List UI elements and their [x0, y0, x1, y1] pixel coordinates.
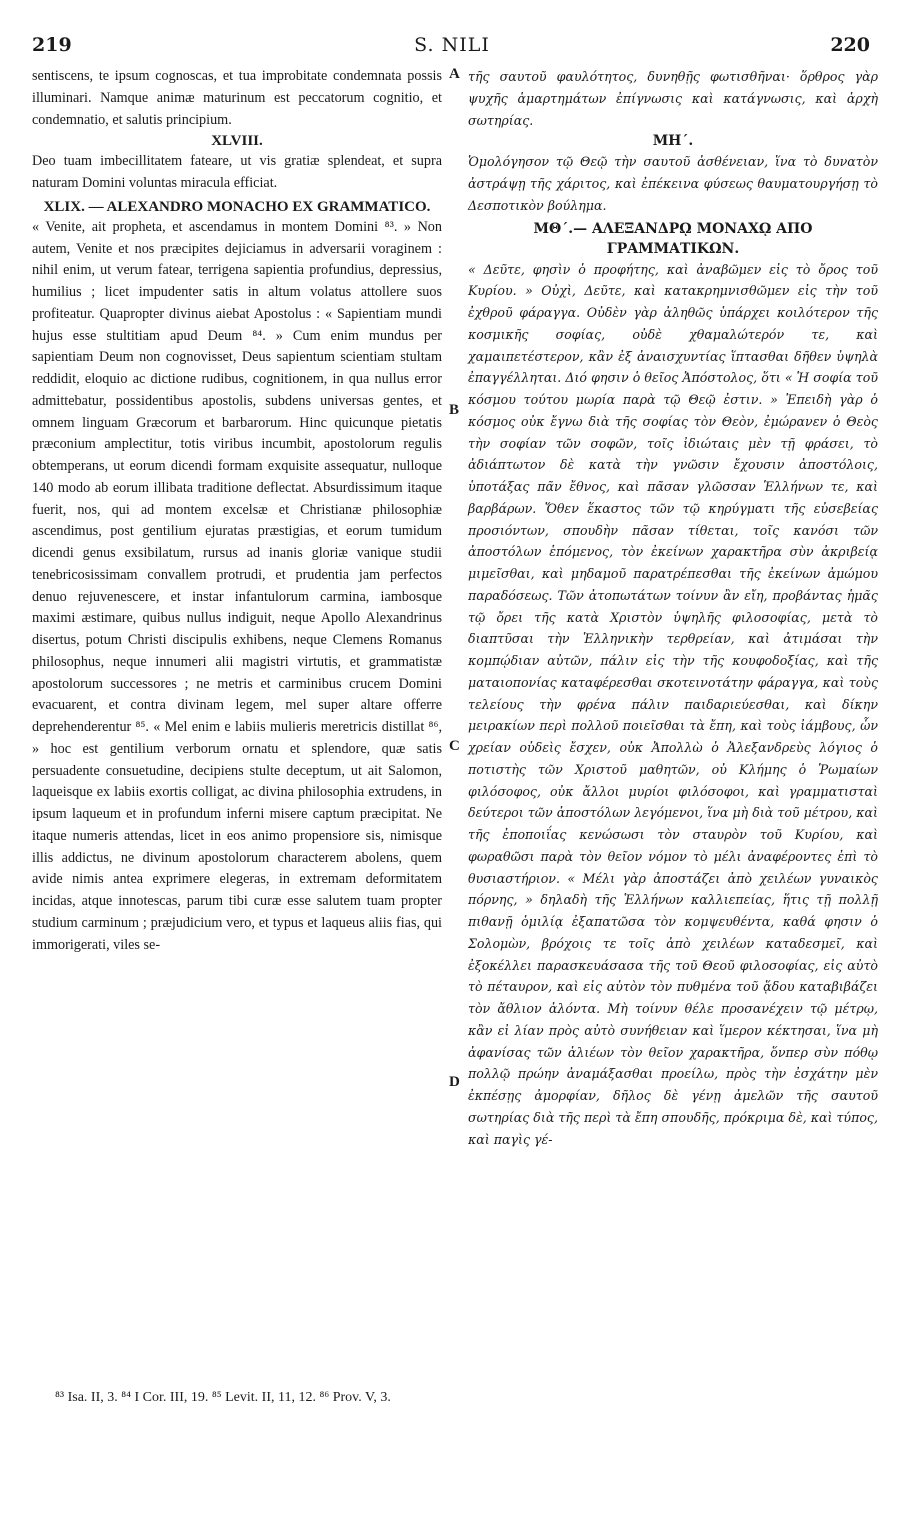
greek-column	[468, 66, 878, 1150]
greek-letter-48-heading: ΜΗ΄.	[652, 133, 694, 150]
latin-intro-text: sentiscens, te ipsum cognoscas, et tua improbitate condemnata possis illuminari. Namque animæ maturinum est peccatorum cognitio, et condemnatio, et salutis principium.	[32, 68, 442, 128]
latin-column	[32, 66, 442, 956]
running-title: S. NILI	[414, 34, 490, 56]
greek-letter-49-text: « Δεῦτε, φησὶν ὁ προφήτης, καὶ ἀναβῶμεν εἰς τὸ ὄρος τοῦ Κυρίου. » Οὐχὶ, Δεῦτε, καὶ κατακρημνισθῶμεν εἰς τὴν τοῦ ἐχθροῦ φάραγγα. Οὐδὲν γὰρ ἀληθῶς ὑπάρχει κοιλότερον τῆς κοσμικῆς σοφίας, οὐδὲ χθαμαλώτερόν τε, καὶ χαμαιπετέστερον, κἂν ἐξ ἀναισχυντίας ἵπτασθαι δῆθεν ὑψηλὰ ἐπαγγέλληται. Διό φησιν ὁ θεῖος Ἀπόστολος, ὅτι « Ἡ σοφία τοῦ κόσμου τούτου μωρία παρὰ τῷ Θεῷ ἐστιν. » Ἐπειδὴ γὰρ ὁ κόσμος οὐκ ἔγνω διὰ τῆς σοφίας τὸν Θεὸν, ἐμώρανεν ὁ Θεὸς τὴν σοφίαν τῶν σοφῶν, τοῖς ἰδιώταις μὲν τῇ φράσει, τὸ ἀδιάπτωτον δὲ κατὰ τὴν γνῶσιν ἔχουσιν ἀποστόλοις, ὑποτάξας πᾶν ἔθνος, καὶ πᾶσαν γλῶσσαν Ἑλλήνων τε, καὶ βαρβάρων. Ὅθεν ἕκαστος τῶν τῷ κηρύγματι τῆς εὐσεβείας προσιόντων, σπουδὴν πᾶσαν τίθεται, τοῖς κανόσι τῶν ἀποστόλων ἑπόμενος, τὸν ἐκείνων χαρακτῆρα σὺν ἀκριβείᾳ μιμεῖσθαι, καὶ μηδαμοῦ παρατρέπεσθαι τῆς ἐκείνων ἀμώμου παραδόσεως. Τῶν ἀτοπωτάτων τοίνυν ἂν εἴη, προβάντας ἡμᾶς τῷ ὄρει τῆς κατὰ Χριστὸν ὑψηλῆς φιλοσοφίας, μετὰ τὸ διαπτῦσαι τὴν Ἑλληνικὴν τερθρείαν, καὶ ἀτιμάσαι τὴν κομπῴδιαν αὐτῶν, πάλιν εἰς τὴν τῆς κουφοδοξίας, καὶ τῆς ματαιοπονίας καταφέρεσθαι σκοτεινοτάτην φάραγγα, καὶ τοὺς τελείους τὴν φρένα πάλιν παιδαριεύεσθαι, καὶ δίκην μειρακίων περὶ πολλοῦ ποιεῖσθαι τὰ ἔπη, καὶ τοὺς ἰάμβους, ὧν χρείαν οὐδεὶς ἔσχεν, οὐκ Ἀπολλὼ ὁ Ἀλεξανδρεὺς λόγιος ὁ ποτιστὴς τῶν Χριστοῦ μαθητῶν, οὐ Κλήμης ὁ Ῥωμαίων φιλόσοφος, οὐκ ἄλλοι μυρίοι φιλόσοφοι, καὶ γραμματισταὶ δεύτεροι τῶν ἀποστόλων λεγόμενοι, ἵνα μὴ διὰ τοῦ μέτρου, καὶ τῆς ἐποποιΐας κενώσωσι τὸν σταυρὸν τοῦ Κυρίου, καὶ φωραθῶσι παρὰ τὸν θεῖον νόμον τὸ μέλι ἀναφέροντες ἐπὶ τὸ θυσιαστήριον. « Μέλι γὰρ ἀποστάζει ἀπὸ χειλέων γυναικὸς πόρνης, » δηλαδὴ τῆς Ἑλλήνων καλλιεπείας, ἥτις τῇ πολλῇ πιθανῇ ὁμιλίᾳ ἐξαπατῶσα τὸν κομψευθέντα, καθά φησιν ὁ Σολομὼν, βρόχοις τε τοῖς ἀπὸ χειλέων καταδεσμεῖ, καὶ ἐξοκέλλει παρασκευάσασα τῆς τοῦ Θεοῦ φιλοσοφίας, εἰς αὐτὸ τὸ πέταυρον, καὶ εἰς αὐτὸν τὸν πυθμένα τοῦ ᾅδου καταβιβάζει τὸν ἄθλιον ἁλόντα. Μὴ τοίνυν θέλε προσανέχειν τῷ μέτρῳ, κἂν εἰ λίαν πρὸς αὐτὸ συνήθειαν καὶ ἵμερον κέκτησαι, ἵνα μὴ ἀφανίσας τῶν ἁλιέων τὸν θεῖον χαρακτῆρα, ὅνπερ σὺν πόθῳ πολλῷ πρώην ἀναμάξασθαι προείλω, πρὸς τὴν ἐσχάτην μὲν ἐκπέσῃς ἀμορφίαν, δῆλος δὲ γένῃ ἀμελῶν τῆς σαυτοῦ σωτηρίας διὰ τῆς περὶ τὰ ἔπη σπουδῆς, πρόκριμα δὲ, καὶ τύπος, καὶ παγὶς γέ-	[468, 261, 878, 1147]
latin-letter-48-heading: XLVIII.	[211, 133, 263, 150]
latin-letter-48	[32, 131, 442, 195]
section-marker-b: B	[449, 402, 460, 418]
section-marker-d: D	[449, 1074, 460, 1090]
page-number-right: 220	[830, 34, 870, 56]
latin-letter-49-heading: XLIX. — ALEXANDRO MONACHO EX GRAMMATICO.	[43, 198, 431, 215]
greek-letter-47-end	[468, 66, 878, 131]
latin-letter-47-end	[32, 66, 442, 131]
latin-letter-49	[32, 197, 442, 957]
footnotes: ⁸³ Isa. II, 3. ⁸⁴ I Cor. III, 19. ⁸⁵ Levit. II, 11, 12. ⁸⁶ Prov. V, 3.	[55, 1390, 391, 1405]
page-number-left: 219	[32, 34, 72, 56]
section-marker-a: A	[449, 66, 460, 82]
latin-letter-48-text: Deo tuam imbecillitatem fateare, ut vis gratiæ splendeat, et supra naturam Domini voluntas miracula efficiat.	[32, 153, 442, 191]
greek-letter-49	[468, 219, 878, 1151]
greek-letter-49-heading: ΜΘ΄.— ΑΛΕΞΑΝΔΡῼ ΜΟΝΑΧῼ ΑΠΟ ΓΡΑΜΜΑΤΙΚΩΝ.	[533, 220, 813, 257]
latin-letter-49-text: « Venite, ait propheta, et ascendamus in montem Domini ⁸³. » Non autem, Venite et nos præcipites dejiciamus in adversarii voraginem : nihil enim, ut verum fatear, terrigena sapientia profundius, depressius, humilius ; licet impudenter satis in altum volatus attollere suos profiteatur. Quapropter divinus aiebat Apostolus : « Sapientiam mundi hujus esse stultitiam apud Deum ⁸⁴. » Cum enim mundus per sapientiam Deum non cognovisset, Deus sapientum scientiam stultam reddidit, eloquio ac dictione rudibus, cognitionem, in qua nullus error admittebatur, possidentibus apostolis, subdens universas gentes, et omnem linguam Græcorum et barbarorum. Hinc quicunque pietatis præconium amplectitur, totis viribus incumbit, apostolorum regulis obtemperans, ut eorum dicendi formam exquisite assequatur, nulloque 140 modo ab eorum illibata traditione deflectat. Absurdissimum itaque fuerit, nos, qui ad montem excelsæ et Christianæ philosophiæ ascendimus, post gentilium ejuratas præstigias, et eorum tumidum dicendi genus exsibilatum, rursus ad inanis gloriæ vanique studii tenebricosissimam convallem protrudi, et prudentia jam perfectos denuo rejuvenescere, et instar infantulorum carmina, iambosque maximi æstimare, quibus nullus indiguit, neque Apollo Alexandrinus disertus, potum Christi discipulis exhibens, neque Clemens Romanus philosophus, neque innumeri alii magistri virtutis, et grammatistæ apostolorum successores ; ne metris et carminibus crucem Domini evacuarent, et contra divinam legem, mel super altare offerre deprehenderentur ⁸⁵. « Mel enim e labiis mulieris meretricis distillat ⁸⁶, » hoc est gentilium verborum ornatu et splendore, quæ satis persuadente consuetudine, decipiens stulte deceptum, ut ait Salomon, laqueisque ex labiis exortis colligat, ac divina philosophia extrudens, in ipsum laqueum et in profundum inferni misere captum præcipitat. Ne itaque numeris attendas, licet in eos animo propensiore sis, nimisque illis addictus, ne divinum apostolorum characterem abolens, quem avide nimis antea exprimere elegeras, in extremam deformitatem incidas, atque innotescas, parum tibi curæ esse salutem tuam propter studium carminum ; præjudicium vero, et typus et laqueus aliis fias, qui immorigerati, viles se-	[32, 218, 442, 953]
greek-letter-48-text: Ὁμολόγησον τῷ Θεῷ τὴν σαυτοῦ ἀσθένειαν, ἵνα τὸ δυνατὸν ἀστράψῃ τῆς χάριτος, καὶ ἐπέκεινα φύσεως θαυματουργήσῃ τὸ Δεσποτικὸν βούλημα.	[468, 154, 878, 213]
greek-letter-48	[468, 131, 878, 216]
section-marker-c: C	[449, 738, 460, 754]
greek-intro-text: τῆς σαυτοῦ φαυλότητος, δυνηθῇς φωτισθῆναι· ὅρθρος γὰρ ψυχῆς ἁμαρτημάτων ἐπίγνωσις καὶ κατάγνωσις, καὶ ἀρχὴ σωτηρίας.	[468, 69, 878, 128]
